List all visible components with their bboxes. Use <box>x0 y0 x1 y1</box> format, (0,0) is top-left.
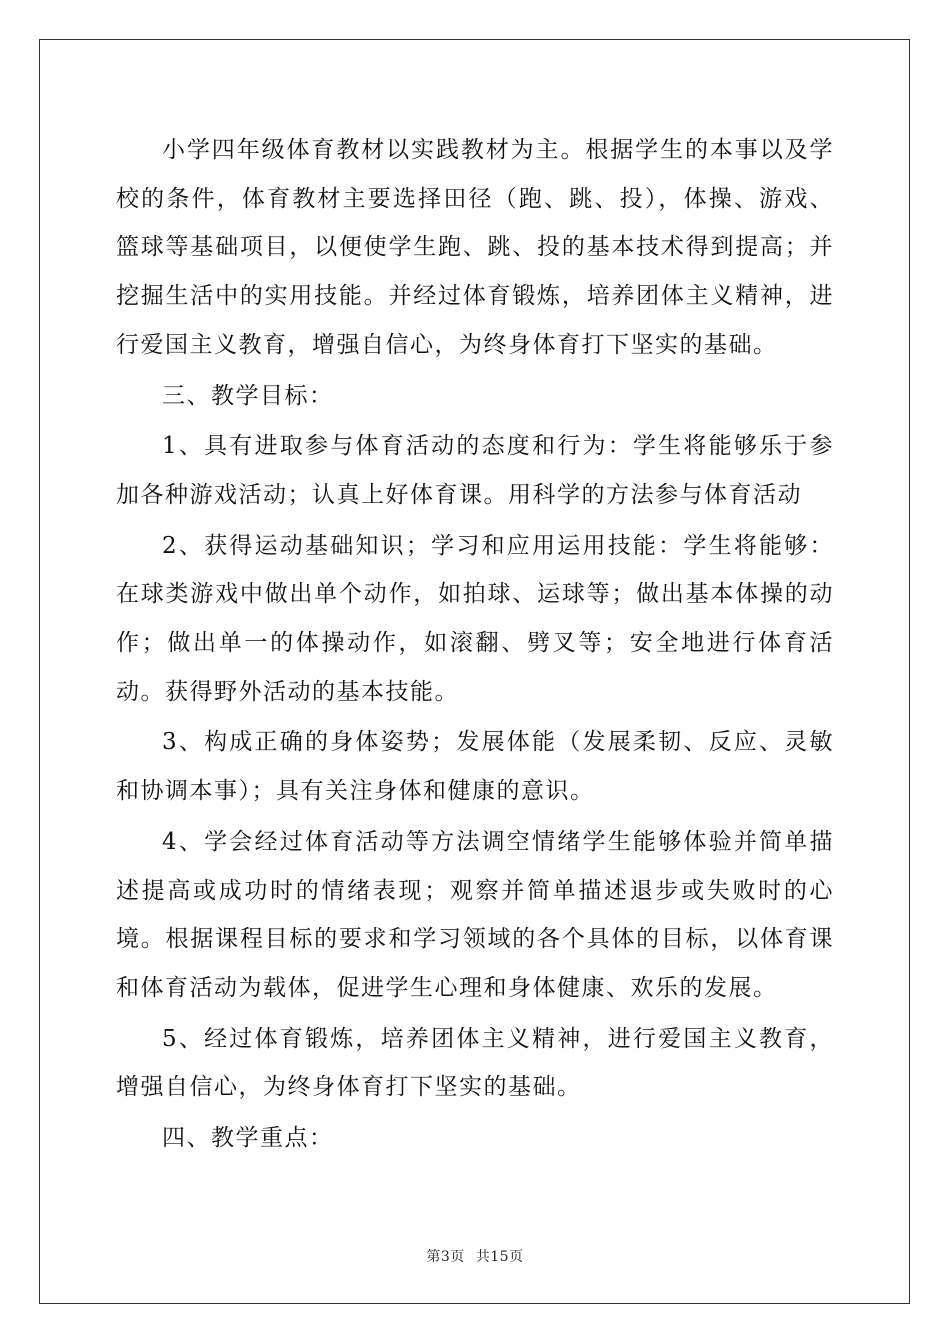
paragraph-goal-4: 4、学会经过体育活动等方法调空情绪学生能够体验并简单描述提高或成功时的情绪表现；观察并简单描述退步或失败时的心境。根据课程目标的要求和学习领域的各个具体的目标，以体育课和体育活动为载体，促进学生心理和身体健康、欢乐的发展。 <box>116 828 834 1001</box>
page-footer <box>0 1246 950 1266</box>
heading-teaching-goals: 三、教学目标： <box>162 382 334 409</box>
paragraph-intro: 小学四年级体育教材以实践教材为主。根据学生的本事以及学校的条件，体育教材主要选择田径（跑、跳、投），体操、游戏、篮球等基础项目，以便使学生跑、跳、投的基本技术得到提高；并挖掘生活中的实用技能。并经过体育锻炼，培养团体主义精神，进行爱国主义教育，增强自信心，为终身体育打下坚实的基础。 <box>116 137 834 358</box>
page-number: 第3页 <box>426 1249 465 1265</box>
paragraph-goal-3: 3、构成正确的身体姿势；发展体能（发展柔韧、反应、灵敏和协调本事）；具有关注身体和健康的意识。 <box>116 729 834 805</box>
paragraph-goal-2: 2、获得运动基础知识；学习和应用运用技能：学生将能够：在球类游戏中做出单个动作，如拍球、运球等；做出基本体操的动作；做出单一的体操动作，如滚翻、劈叉等；安全地进行体育活动。获得野外活动的基本技能。 <box>116 532 834 705</box>
page-total: 共15页 <box>475 1249 524 1265</box>
heading-teaching-focus: 四、教学重点： <box>162 1125 334 1152</box>
paragraph-goal-1: 1、具有进取参与体育活动的态度和行为：学生将能够乐于参加各种游戏活动；认真上好体育课。用科学的方法参与体育活动 <box>116 433 834 508</box>
paragraph-goal-5: 5、经过体育锻炼，培养团体主义精神，进行爱国主义教育，增强自信心，为终身体育打下坚实的基础。 <box>116 1025 834 1101</box>
document-body <box>116 126 834 1165</box>
